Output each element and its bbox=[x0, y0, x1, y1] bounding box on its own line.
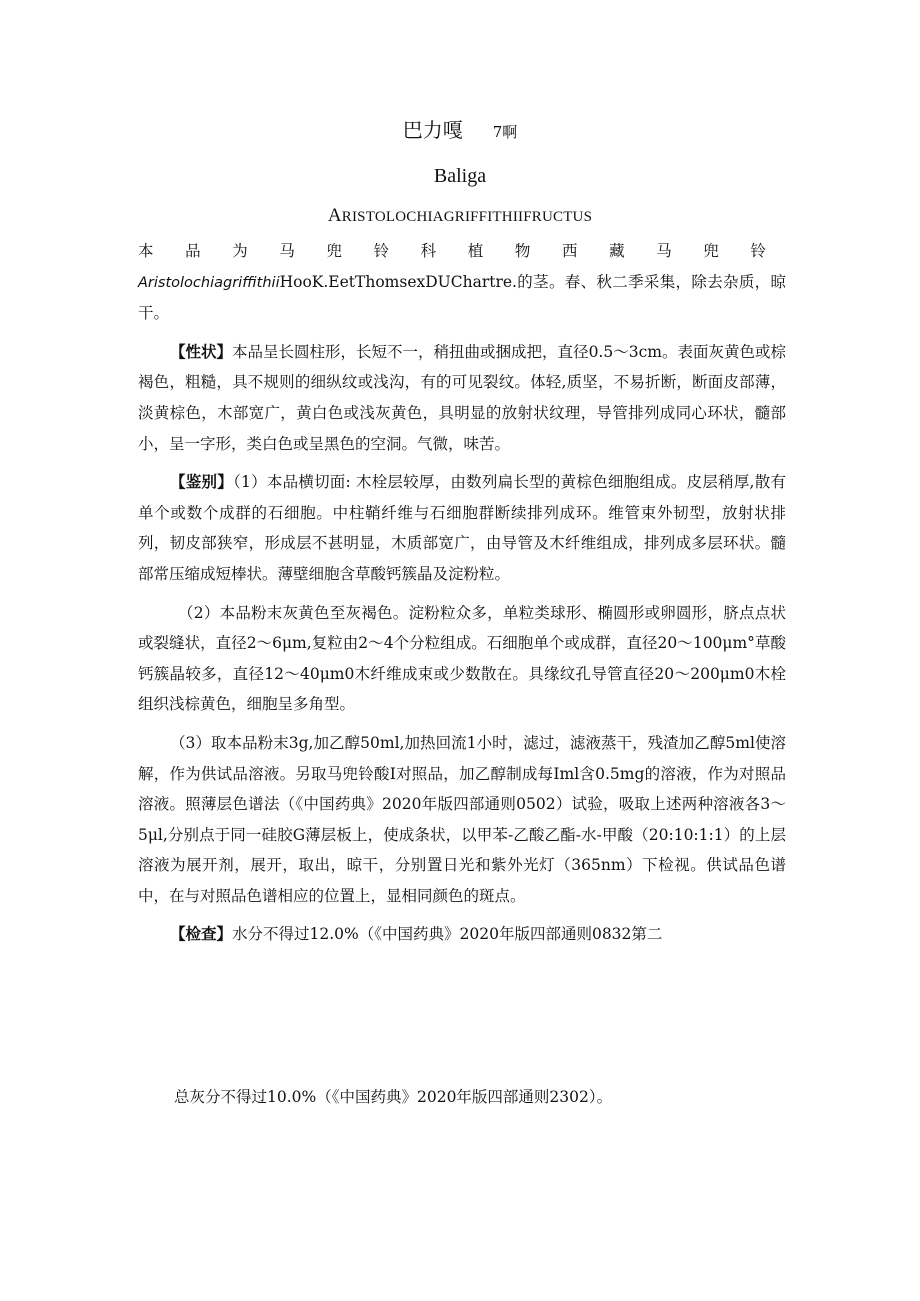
jianbie-p1: （1）本品横切面: 木栓层较厚，由数列扁长型的黄棕色细胞组成。皮层稍厚,散有单个或数个成群的石细胞。中柱鞘纤维与石细胞群断续排列成环。维管束外韧型，放射状排列，韧皮部狭窄，形成层不甚明显，木质部宽广，由导管及木纤维组成，排列成多层环状。髓部常压缩成短棒状。薄壁细胞含草酸钙簇晶及淀粉粒。 bbox=[138, 473, 786, 583]
xingzhuang-label: 【性状】 bbox=[170, 341, 233, 361]
title-suffix: 7啊 bbox=[492, 123, 518, 141]
pinyin-title: Baliga bbox=[433, 165, 487, 187]
jiancha-text: 水分不得过12.0%（《中国药典》2020年版四部通则0832第二 bbox=[232, 925, 663, 944]
species-name: Aristolochiagriffithii bbox=[138, 274, 280, 291]
monograph-body bbox=[138, 236, 786, 950]
jianbie-p3: （3）取本品粉末3g,加乙醇50ml,加热回流1小时，滤过，滤液蒸干，残渣加乙醇5ml使溶解，作为供试品溶液。另取马兜铃酸I对照品，加乙醇制成每Iml含0.5mg的溶液，作为对照品溶液。照薄层色谱法（《中国药典》2020年版四部通则0502）试验，吸取上述两种溶液各3～5μl,分别点于同一硅胶G薄层板上，使成条状，以甲苯-乙酸乙酯-水-甲酸（20:10:1:1）的上层溶液为展开剂，展开，取出，晾干，分别置日光和紫外光灯（365nm）下检视。供试品色谱中，在与对照品色谱相应的位置上，显相同颜色的斑点。 bbox=[138, 733, 786, 905]
xingzhuang-text: 本品呈长圆柱形，长短不一，稍扭曲或捆成把，直径0.5～3cm。表面灰黄色或棕褐色，粗糙，具不规则的细纵纹或浅沟，有的可见裂纹。体轻,质坚，不易折断，断面皮部薄，淡黄棕色，木部宽广，黄白色或浅灰黄色，具明显的放射状纹理，导管排列成同心环状，髓部小，呈一字形，类白色或呈黑色的空洞。气微，味苦。 bbox=[138, 342, 786, 453]
jianbie-p3-paragraph bbox=[138, 728, 786, 912]
intro-line1: 本品为马兜铃科植物西藏马兜铃 bbox=[138, 242, 786, 260]
monograph-title bbox=[0, 116, 920, 146]
section-xingzhuang bbox=[138, 337, 786, 459]
section-jianbie bbox=[138, 467, 786, 589]
latin-title-rest: RISTOLOCHIAGRIFFITHIIFRUCTUS bbox=[341, 209, 593, 225]
intro-source bbox=[138, 267, 786, 329]
jianbie-label: 【鉴别】 bbox=[170, 472, 233, 492]
chinese-title: 巴力嘎 bbox=[402, 118, 463, 142]
section-jiancha bbox=[138, 919, 786, 950]
jianbie-p2-paragraph bbox=[138, 598, 786, 720]
jianbie-p2: （2）本品粉末灰黄色至灰褐色。淀粉粒众多，单粒类球形、椭圆形或卵圆形，脐点点状或裂缝状，直径2～6μm,复粒由2～4个分粒组成。石细胞单个或成群，直径20～100μm°草酸钙簇晶较多，直径12～40μm0木纤维成束或少数散在。具缘纹孔导管直径20～200μm0木栓组织浅棕黄色，细胞呈多角型。 bbox=[138, 603, 786, 714]
intro-source-text: HooK.EetThomsexDUChartre.的茎。春、秋二季采集，除去杂质，晾干。 bbox=[138, 272, 786, 323]
latin-title-initial: A bbox=[327, 205, 342, 226]
latin-title bbox=[0, 205, 920, 227]
jiancha-label: 【检查】 bbox=[170, 924, 233, 944]
ash-line: 总灰分不得过10.0%（《中国药典》2020年版四部通则2302）。 bbox=[174, 1088, 613, 1106]
